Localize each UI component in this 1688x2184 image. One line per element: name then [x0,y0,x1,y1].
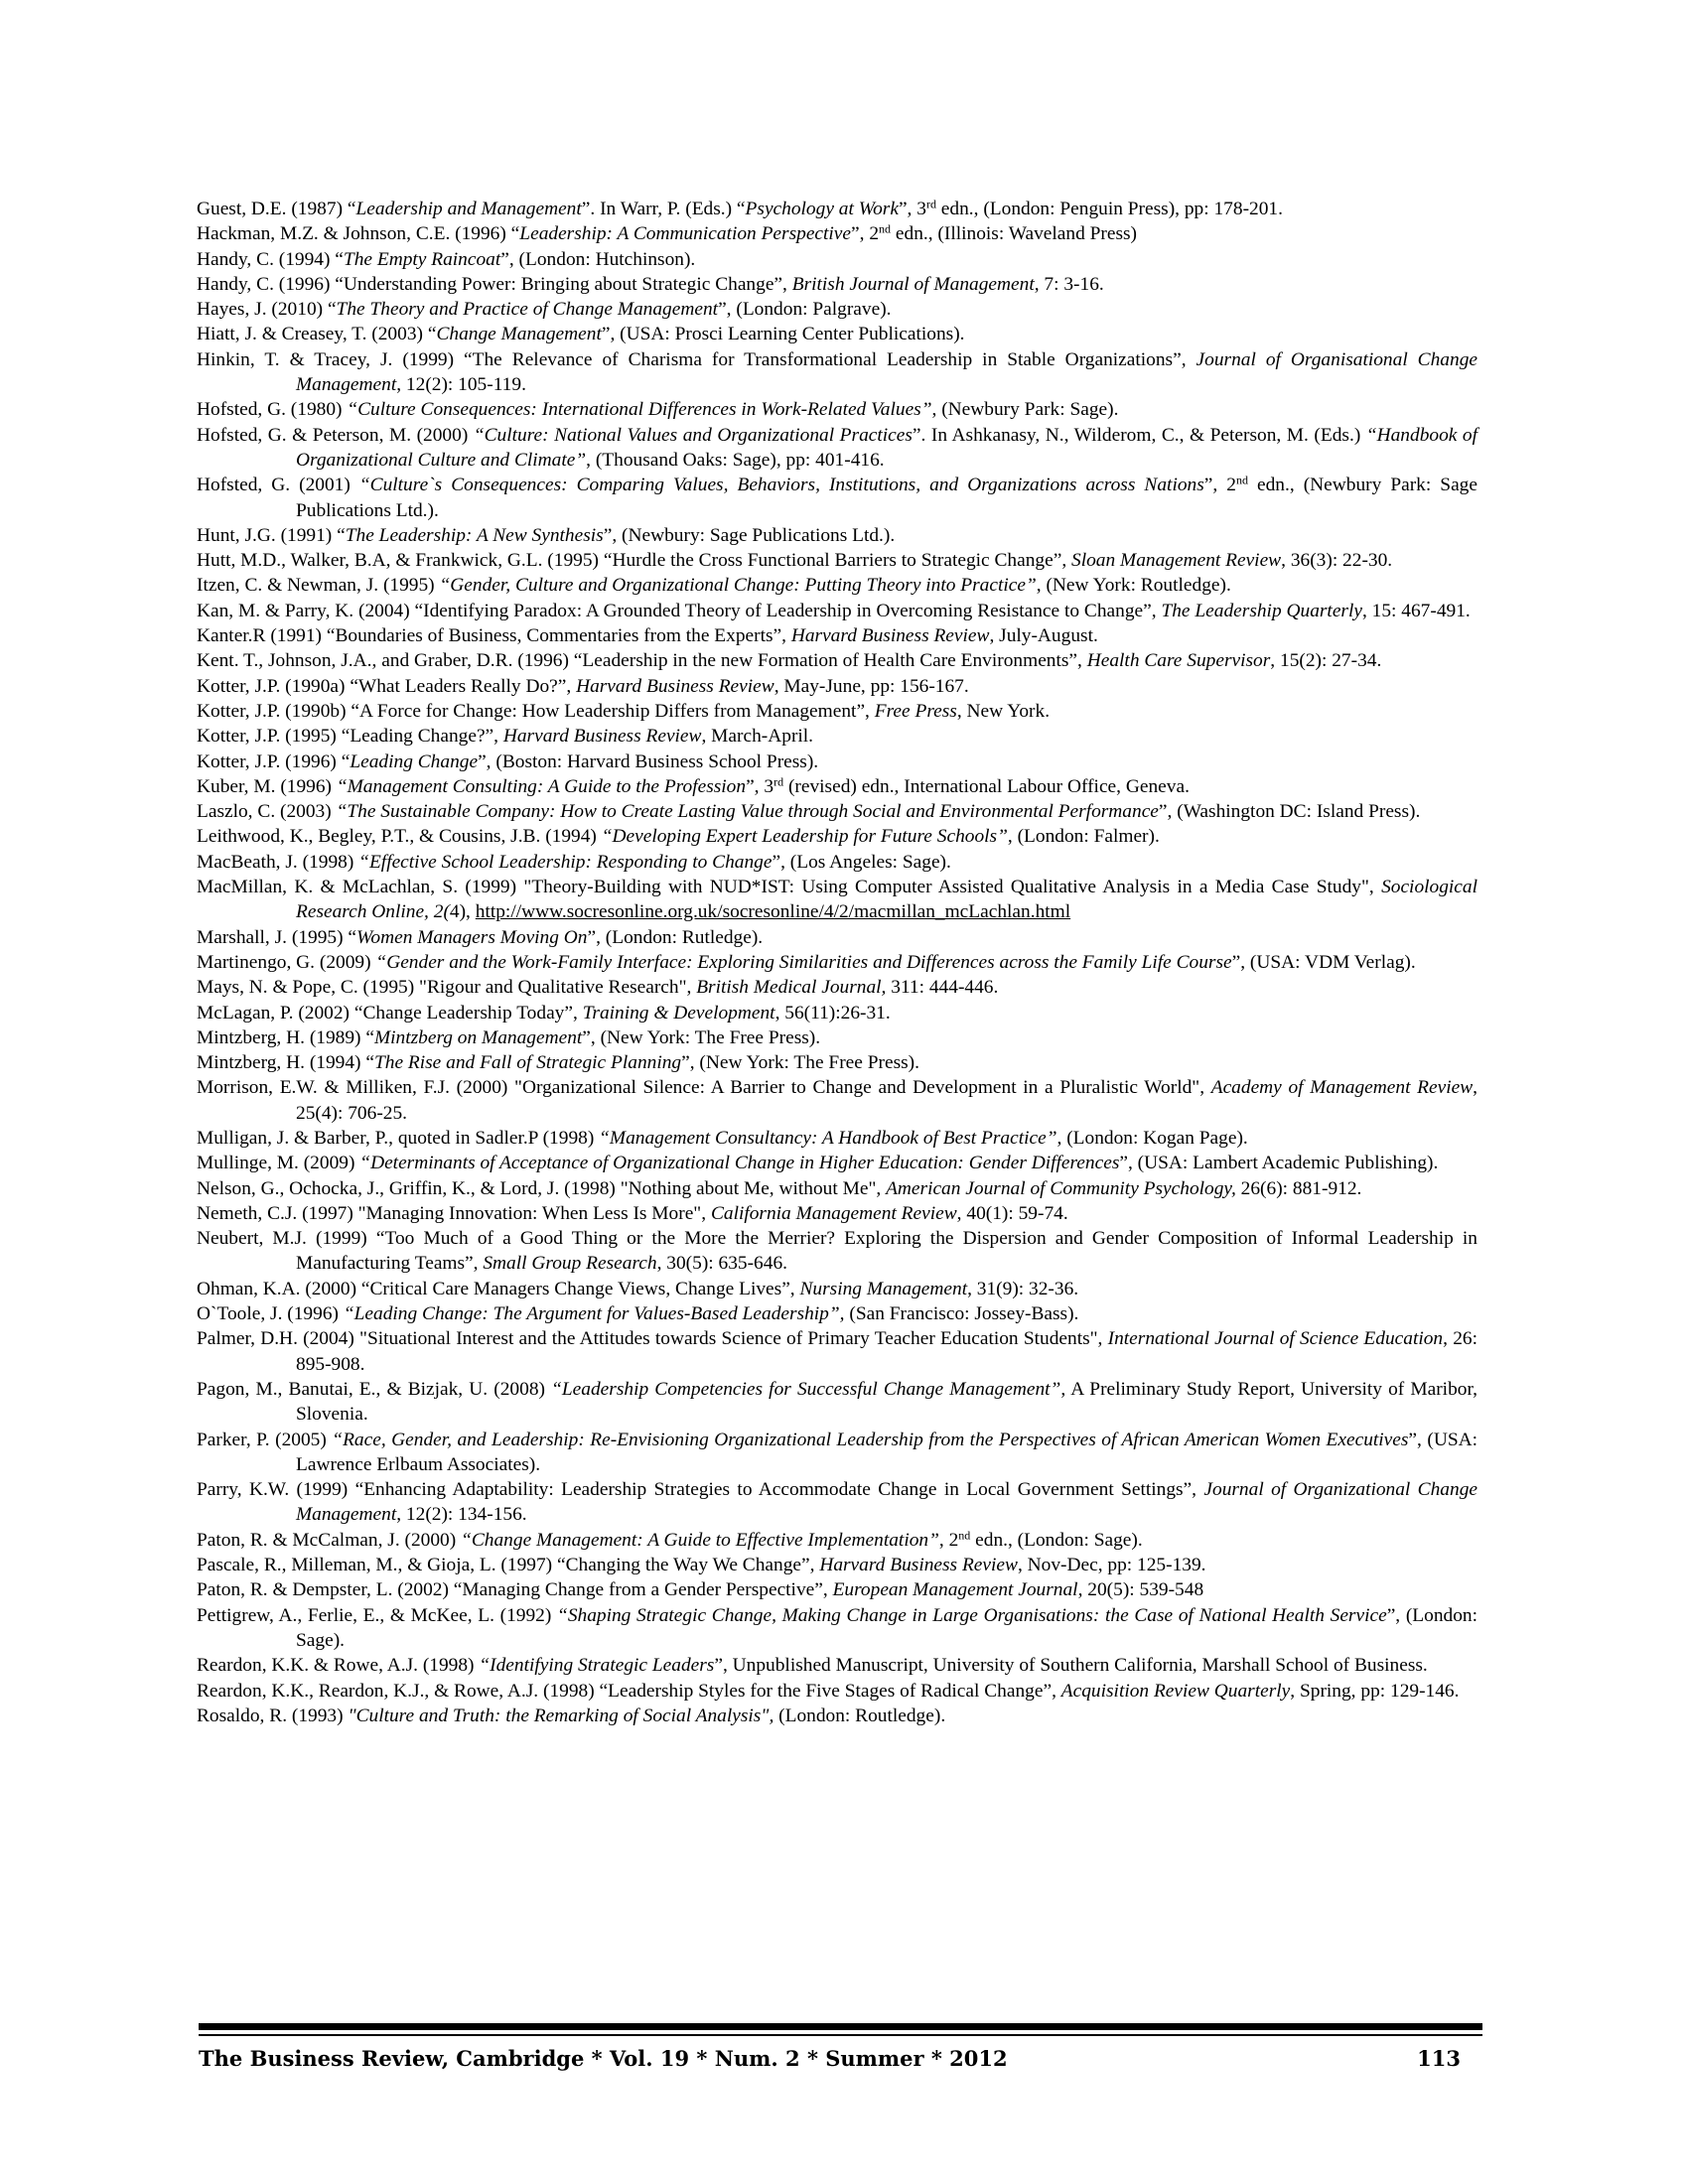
reference-entry [197,473,1477,523]
reference-text: ”, (USA: VDM Verlag). [1231,951,1416,973]
reference-text: 4), [449,901,476,923]
reference-entry [197,850,1477,875]
reference-entry [197,397,1477,422]
reference-title-italic: “Effective School Leadership: Responding to Change [358,851,773,873]
reference-text: Paton, R. & McCalman, J. (2000) [197,1529,462,1551]
reference-entry [197,1075,1477,1126]
reference-title-italic: “The Sustainable Company: How to Create Lasting Value through Social and Environmental Performance [336,801,1159,823]
reference-text: Hofsted, G. & Peterson, M. (2000) [197,424,474,446]
reference-title-italic: “Handbook of Organizational Culture and Climate” [296,424,1478,471]
reference-text: ”, (New York: The Free Press). [681,1052,919,1074]
reference-text: Hofsted, G. (2001) [197,475,359,496]
reference-text: , (Thousand Oaks: Sage), pp: 401-416. [586,449,885,471]
reference-text: Hinkin, T. & Tracey, J. (1999) “The Relevance of Charisma for Transformational Leadership in Stable Organizations”, [197,348,1196,370]
reference-text: ”, (London: Palgrave). [718,299,892,321]
reference-entry [197,724,1477,749]
reference-title-italic: Change Management [436,324,602,345]
reference-title-italic: Leading Change [350,751,479,772]
reference-entry [197,1704,1477,1728]
reference-text: Hayes, J. (2010) “ [197,299,337,321]
reference-entry [197,1477,1477,1528]
reference-entry [197,824,1477,849]
reference-text: Kotter, J.P. (1990a) “What Leaders Really Do?”, [197,675,577,697]
reference-title-italic: “Gender and the Work-Family Interface: Exploring Similarities and Differences across the Family Life Course [375,951,1232,973]
reference-title-italic: “Determinants of Acceptance of Organizational Change in Higher Education: Gender Differences [359,1153,1120,1174]
reference-text: Kan, M. & Parry, K. (2004) “Identifying Paradox: A Grounded Theory of Leadership in Overcoming Resistance to Change”, [197,600,1162,621]
reference-title-italic: American Journal of Community Psychology, [886,1177,1236,1199]
reference-text: edn., (Illinois: Waveland Press) [891,223,1138,245]
reference-title-italic: Women Managers Moving On [356,926,588,948]
reference-entry [197,1577,1477,1602]
reference-text: ”, (New York: The Free Press). [582,1026,821,1048]
reference-entry [197,1151,1477,1175]
reference-text: Reardon, K.K. & Rowe, A.J. (1998) [197,1655,480,1677]
reference-text: 311: 444-446. [886,977,999,999]
reference-title-italic: British Journal of Management [791,273,1035,295]
reference-entry [197,1326,1477,1377]
reference-title-italic: The Theory and Practice of Change Management [336,299,719,321]
reference-title-italic: “Leadership Competencies for Successful Change Management” [551,1378,1061,1400]
reference-title-italic: "Culture and Truth: the Remarking of Social Analysis", [348,1705,774,1726]
reference-text: McLagan, P. (2002) “Change Leadership Today”, [197,1002,583,1024]
reference-text: Nelson, G., Ochocka, J., Griffin, K., & Lord, J. (1998) "Nothing about Me, without Me", [197,1177,887,1199]
reference-entry [197,423,1477,474]
reference-text: Hutt, M.D., Walker, B.A, & Frankwick, G.L. (1995) “Hurdle the Cross Functional Barriers to Strategic Change”, [197,550,1072,572]
reference-text: , Spring, pp: 129-146. [1290,1680,1460,1702]
reference-text: , 7: 3-16. [1034,273,1104,295]
reference-text: , A Preliminary Study Report, University of Maribor, Slovenia. [296,1378,1477,1426]
reference-title-italic: The Rise and Fall of Strategic Planning [373,1052,682,1074]
reference-title-italic: Journal of Organisational Change Management [296,348,1478,396]
reference-text: Mulligan, J. & Barber, P., quoted in Sadler.P (1998) [197,1127,600,1149]
reference-entry [197,950,1477,975]
reference-text: Parry, K.W. (1999) “Enhancing Adaptability: Leadership Strategies to Accommodate Change in Local Government Settings”, [197,1479,1204,1501]
reference-text: O`Toole, J. (1996) [197,1303,344,1325]
reference-title-italic: Acquisition Review Quarterly [1060,1680,1291,1702]
reference-title-italic: The Leadership Quarterly [1161,600,1362,621]
reference-text: ”, (USA: Prosci Learning Center Publications). [601,324,965,345]
reference-title-italic: California Management Review [710,1202,957,1224]
reference-text: Mullinge, M. (2009) [197,1153,360,1174]
reference-entry [197,1679,1477,1704]
reference-text: Rosaldo, R. (1993) [197,1705,349,1726]
reference-entry [197,221,1477,246]
reference-text: , 25(4): 706-25. [296,1077,1477,1124]
reference-title-italic: Academy of Management Review [1210,1077,1474,1099]
footer-rule-thin [199,2034,1482,2036]
reference-text: ”, (Boston: Harvard Business School Press). [478,751,819,772]
reference-title-italic: “Change Management: A Guide to Effective Implementation” [461,1529,939,1551]
reference-entry [197,1528,1477,1553]
reference-text: Paton, R. & Dempster, L. (2002) “Managing Change from a Gender Perspective”, [197,1579,833,1601]
reference-title-italic: Mintzberg on Management [373,1026,583,1048]
ordinal-superscript: nd [1235,473,1248,487]
reference-text: Kotter, J.P. (1990b) “A Force for Change: How Leadership Differs from Management”, [197,700,875,722]
reference-title-italic: Leadership and Management [355,199,582,219]
reference-text: Marshall, J. (1995) “ [197,926,357,948]
reference-text: ”, 3 [746,775,774,797]
reference-entry [197,322,1477,346]
reference-text: Kotter, J.P. (1996) “ [197,751,351,772]
ordinal-superscript: nd [879,221,892,236]
reference-text: Morrison, E.W. & Milliken, F.J. (2000) "Organizational Silence: A Barrier to Change and Development in a Pluralistic World", [197,1077,1211,1099]
reference-title-italic: Harvard Business Review [819,1555,1018,1576]
page-number: 113 [1417,2046,1461,2071]
reference-text: , 20(5): 539-548 [1077,1579,1204,1601]
reference-text: ”, (London: Hutchinson). [500,248,696,270]
reference-list [197,197,1477,1728]
reference-text: ”, Unpublished Manuscript, University of Southern California, Marshall School of Business. [714,1655,1428,1677]
reference-text: Nemeth, C.J. (1997) "Managing Innovation: When Less Is More", [197,1202,711,1224]
reference-text: ”, 2 [1203,475,1236,496]
reference-text: (revised) edn., International Labour Office, Geneva. [783,775,1190,797]
reference-title-italic: The Leadership: A New Synthesis [345,524,604,546]
reference-title-italic: Journal of Organizational Change Management [296,1479,1477,1526]
reference-text: Mays, N. & Pope, C. (1995) "Rigour and Qualitative Research", [197,977,697,999]
reference-text: Mintzberg, H. (1989) “ [197,1026,374,1048]
reference-entry [197,1653,1477,1678]
reference-title-italic: Free Press [874,700,957,722]
reference-entry [197,1553,1477,1577]
ordinal-superscript: rd [925,197,936,211]
ordinal-superscript: rd [774,774,784,789]
reference-text: , 12(2): 134-156. [396,1504,527,1526]
reference-entry [197,648,1477,673]
reference-entry [197,1428,1477,1478]
reference-text: Handy, C. (1996) “Understanding Power: Bringing about Strategic Change”, [197,273,792,295]
reference-text: , (New York: Routledge). [1036,575,1231,597]
reference-entry [197,1226,1477,1277]
reference-text: , 26: 895-908. [296,1328,1477,1375]
reference-text: Kent. T., Johnson, J.A., and Graber, D.R. (1996) “Leadership in the new Formation of Health Care Environments”, [197,650,1087,672]
reference-text: Mintzberg, H. (1994) “ [197,1052,374,1074]
reference-text: ”, (Newbury: Sage Publications Ltd.). [603,524,896,546]
reference-entry [197,247,1477,272]
reference-entry [197,272,1477,297]
reference-text: ”, 2 [851,223,880,245]
reference-entry [197,975,1477,1000]
reference-text: MacMillan, K. & McLachlan, S. (1999) "Theory-Building with NUD*IST: Using Computer Assisted Qualitative Analysis in a Media Case Study", [197,877,1382,898]
reference-entry [197,1025,1477,1050]
reference-entry [197,523,1477,548]
reference-title-italic: British Medical Journal, [696,977,887,999]
reference-text: Parker, P. (2005) [197,1429,333,1450]
reference-text: MacBeath, J. (1998) [197,851,359,873]
reference-text: , July-August. [989,625,1098,647]
reference-text: ”, (USA: Lawrence Erlbaum Associates). [296,1429,1477,1475]
reference-entry [197,799,1477,824]
reference-title-italic: “Developing Expert Leadership for Future Schools” [601,826,1008,848]
footer-rule-thick [199,2023,1482,2030]
reference-text: , 40(1): 59-74. [956,1202,1068,1224]
reference-text: Itzen, C. & Newman, J. (1995) [197,575,440,597]
reference-text: Kanter.R (1991) “Boundaries of Business, Commentaries from the Experts”, [197,625,791,647]
reference-text: (London: Routledge). [774,1705,946,1726]
reference-entry [197,1301,1477,1326]
reference-text: ”. In Ashkanasy, N., Wilderom, C., & Peterson, M. (Eds.) [912,424,1366,446]
reference-text: Pettigrew, A., Ferlie, E., & McKee, L. (1992) [197,1604,558,1626]
reference-title-italic: Health Care Supervisor [1086,650,1271,672]
reference-title-italic: “Culture: National Values and Organizational Practices [473,424,913,446]
reference-text: , New York. [956,700,1051,722]
reference-title-italic: “Management Consulting: A Guide to the Profession [336,775,747,797]
reference-entry [197,774,1477,799]
reference-title-italic: “Race, Gender, and Leadership: Re-Envisioning Organizational Leadership from the Perspectives of African American Women Executives [332,1429,1409,1450]
reference-text: Reardon, K.K., Reardon, K.J., & Rowe, A.J. (1998) “Leadership Styles for the Five Stages of Radical Change”, [197,1680,1061,1702]
reference-text: Pagon, M., Banutai, E., & Bizjak, U. (2008) [197,1378,552,1400]
reference-title-italic: Small Group Research [483,1253,657,1275]
reference-text: Martinengo, G. (2009) [197,951,376,973]
reference-text: Leithwood, K., Begley, P.T., & Cousins, J.B. (1994) [197,826,602,848]
reference-text: Hofsted, G. (1980) [197,399,348,421]
reference-entry [197,1603,1477,1654]
reference-text: ”, 3 [898,199,926,219]
reference-text: , 56(11):26-31. [774,1002,891,1024]
reference-text: , March-April. [701,726,814,748]
reference-title-italic: Training & Development [582,1002,775,1024]
reference-entry [197,297,1477,322]
reference-text: Hackman, M.Z. & Johnson, C.E. (1996) “ [197,223,520,245]
reference-text: ”, (Los Angeles: Sage). [772,851,951,873]
reference-text: Ohman, K.A. (2000) “Critical Care Managers Change Views, Change Lives”, [197,1278,800,1299]
reference-text: (San Francisco: Jossey-Bass). [844,1303,1079,1325]
reference-title-italic: “Identifying Strategic Leaders [479,1655,715,1677]
reference-text: , May-June, pp: 156-167. [774,675,969,697]
reference-text: ”, (London: Rutledge). [587,926,764,948]
reference-title-italic: “Gender, Culture and Organizational Change: Putting Theory into Practice” [439,575,1037,597]
reference-text: , 30(5): 635-646. [656,1253,787,1275]
reference-text: , (London: Kogan Page). [1056,1127,1248,1149]
reference-title-italic: “Culture Consequences: International Differences in Work-Related Values” [347,399,932,421]
reference-entry [197,1201,1477,1226]
reference-text: edn., (London: Penguin Press), pp: 178-201. [935,199,1283,219]
reference-text: Kuber, M. (1996) [197,775,337,797]
reference-title-italic: Leadership: A Communication Perspective [519,223,852,245]
reference-entry [197,1377,1477,1428]
reference-title-italic: International Journal of Science Education [1107,1328,1444,1350]
reference-text: ”, (USA: Lambert Academic Publishing). [1119,1153,1439,1174]
reference-text: Neubert, M.J. (1999) “Too Much of a Good Thing or the More the Merrier? Exploring the Dispersion and Gender Composition of Informal Leadership in Manufacturing Teams”, [197,1228,1477,1275]
reference-entry [197,1050,1477,1075]
reference-text: Palmer, D.H. (2004) "Situational Interest and the Attitudes towards Science of Primary Teacher Education Students", [197,1328,1108,1350]
reference-title-italic: Sloan Management Review [1071,550,1282,572]
reference-title-italic: Harvard Business Review [576,675,774,697]
reference-text: , 15(2): 27-34. [1270,650,1382,672]
reference-text: Guest, D.E. (1987) “ [197,199,356,219]
reference-text: Handy, C. (1994) “ [197,248,344,270]
reference-entry [197,1001,1477,1025]
reference-title-italic: Harvard Business Review [790,625,990,647]
reference-entry [197,674,1477,699]
reference-text: ”, (London: Sage). [296,1604,1478,1651]
reference-entry [197,1277,1477,1301]
reference-entry [197,750,1477,774]
reference-text: Pascale, R., Milleman, M., & Gioja, L. (1997) “Changing the Way We Change”, [197,1555,820,1576]
reference-entry [197,548,1477,573]
reference-entry [197,347,1477,398]
reference-entry [197,699,1477,724]
reference-text: , 15: 467-491. [1361,600,1471,621]
reference-entry [197,1126,1477,1151]
reference-entry [197,623,1477,648]
reference-title-italic: Nursing Management [799,1278,968,1299]
reference-text: Laszlo, C. (2003) [197,801,337,823]
reference-title-italic: Sociological Research Online, 2( [296,877,1477,923]
reference-title-italic: “Culture`s Consequences: Comparing Values, Behaviors, Institutions, and Organizations across Nations [358,475,1204,496]
reference-title-italic: Harvard Business Review [502,726,702,748]
reference-text: , 2 [938,1529,959,1551]
footer-journal-info: The Business Review, Cambridge * Vol. 19 * Num. 2 * Summer * 2012 [199,2046,1008,2071]
reference-entry [197,925,1477,950]
reference-text: 26(6): 881-912. [1235,1177,1362,1199]
reference-title-italic: “Management Consultancy: A Handbook of Best Practice” [599,1127,1057,1149]
reference-text: edn., (Newbury Park: Sage Publications Ltd.). [296,475,1477,521]
reference-text: , 31(9): 32-36. [967,1278,1079,1299]
reference-entry [197,573,1477,598]
reference-entry [197,1176,1477,1201]
reference-entry [197,197,1477,221]
reference-text: , Nov-Dec, pp: 125-139. [1017,1555,1206,1576]
ordinal-superscript: nd [958,1528,971,1543]
reference-text: ”, (Washington DC: Island Press). [1158,801,1421,823]
reference-text: Hiatt, J. & Creasey, T. (2003) “ [197,324,437,345]
reference-text: ”. In Warr, P. (Eds.) “ [581,199,746,219]
reference-text: , (Newbury Park: Sage). [931,399,1119,421]
reference-title-italic: European Management Journal [832,1579,1078,1601]
reference-title-italic: The Empty Raincoat [343,248,501,270]
reference-text: Kotter, J.P. (1995) “Leading Change?”, [197,726,503,748]
reference-title-italic: Psychology at Work [745,199,899,219]
reference-text: , 12(2): 105-119. [396,374,526,396]
reference-text: , (London: Falmer). [1007,826,1160,848]
reference-text: edn., (London: Sage). [970,1529,1143,1551]
reference-text: Hunt, J.G. (1991) “ [197,524,346,546]
reference-url-link[interactable]: http://www.socresonline.org.uk/socresonline/4/2/macmillan_mcLachlan.html [475,901,1071,923]
reference-entry [197,599,1477,623]
reference-title-italic: “Shaping Strategic Change, Making Change in Large Organisations: the Case of National Health Service [557,1604,1387,1626]
reference-title-italic: “Leading Change: The Argument for Values-Based Leadership”, [343,1303,845,1325]
reference-text: , 36(3): 22-30. [1281,550,1393,572]
reference-entry [197,875,1477,925]
